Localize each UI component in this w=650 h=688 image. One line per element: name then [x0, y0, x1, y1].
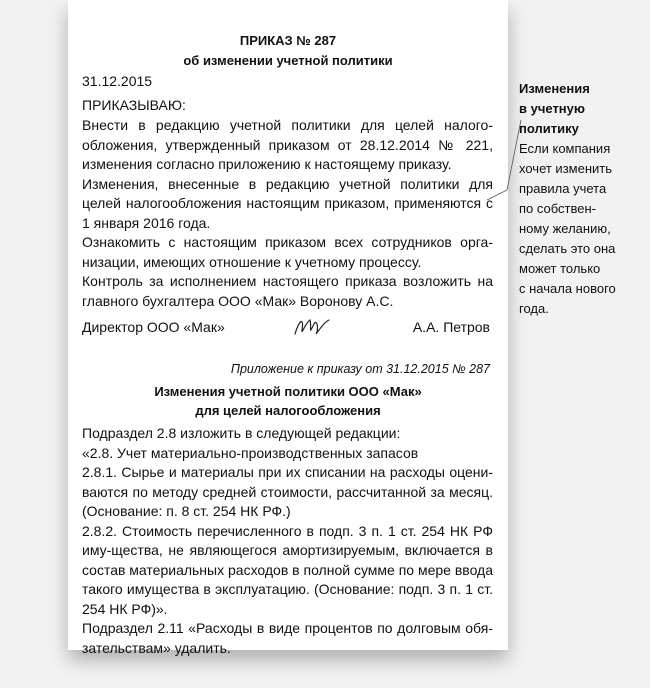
order-paragraph: Изменения, внесенные в редакцию учетной политики для целей налогообложения настоящим приказом, применяются с 1 января 2016 года. [82, 175, 493, 231]
order-subtitle: об изменении учетной политики [183, 53, 393, 68]
order-title: ПРИКАЗ № 287 [239, 33, 337, 48]
sidenote-line: года. [519, 301, 549, 316]
order-paragraph: Контроль за исполнением настоящего приказа возложить на главного бухгалтера ООО «Мак» Воронову А.С. [82, 273, 493, 309]
sidenote-line: правила учета [519, 181, 607, 196]
sidenote-line: Если компания [519, 141, 611, 156]
order-date: 31.12.2015 [82, 73, 153, 89]
order-command: ПРИКАЗЫВАЮ: [82, 97, 186, 113]
signer-position: Директор ООО «Мак» [82, 319, 225, 335]
sidenote-line: ному желанию, [519, 221, 611, 236]
order-paragraph: Внести в редакцию учетной политики для целей налого-обложения, утвержденный приказом от 28.12.2014 № 221, изменения согласно приложению к настоящему приказу. [82, 117, 493, 172]
appendix-title-line1: Изменения учетной политики ООО «Мак» [154, 384, 422, 399]
sidenote-line: сделать это она [519, 241, 616, 256]
appendix-paragraph: 2.8.1. Сырье и материалы при их списании на расходы оцени-ваются по методу средней стоимости, рассчитанной за месяц. (Основание: п. 8 ст. 254 НК РФ.) [82, 464, 493, 519]
sidenote-title [519, 79, 590, 139]
sidenote-body [519, 139, 616, 319]
sidenote-title-line: Изменения [519, 81, 590, 96]
appendix-paragraph: Подраздел 2.11 «Расходы в виде процентов по долговым обя-зательствам» удалить. [82, 620, 493, 656]
sidenote-line: с начала нового [519, 281, 616, 296]
appendix-paragraph: 2.8.2. Стоимость перечисленного в подп. 3 п. 1 ст. 254 НК РФ иму-щества, не являющегося амортизируемым, включается в состав материальных расходов в полной сумме по мере ввода такого имущества в эксплуатацию. (Основание: подп. 3 п. 1 ст. 254 НК РФ)». [82, 522, 494, 617]
signer-name: А.А. Петров [412, 319, 490, 335]
sidenote-line: хочет изменить [519, 161, 612, 176]
order-paragraph: Ознакомить с настоящим приказом всех сотрудников орга-низации, имеющих отношение к учетному процессу. [82, 234, 493, 270]
appendix-reference: Приложение к приказу от 31.12.2015 № 287 [230, 362, 490, 376]
sidenote-title-line: в учетную [519, 101, 585, 116]
appendix-paragraph: «2.8. Учет материально-производственных запасов [82, 444, 419, 461]
sidenote-line: по собствен- [519, 201, 597, 216]
appendix-title-line2: для целей налогообложения [195, 403, 381, 418]
appendix-paragraph: Подраздел 2.8 изложить в следующей редакции: [82, 425, 401, 441]
sidenote-line: может только [519, 261, 601, 276]
sidenote-title-line: политику [519, 121, 579, 136]
